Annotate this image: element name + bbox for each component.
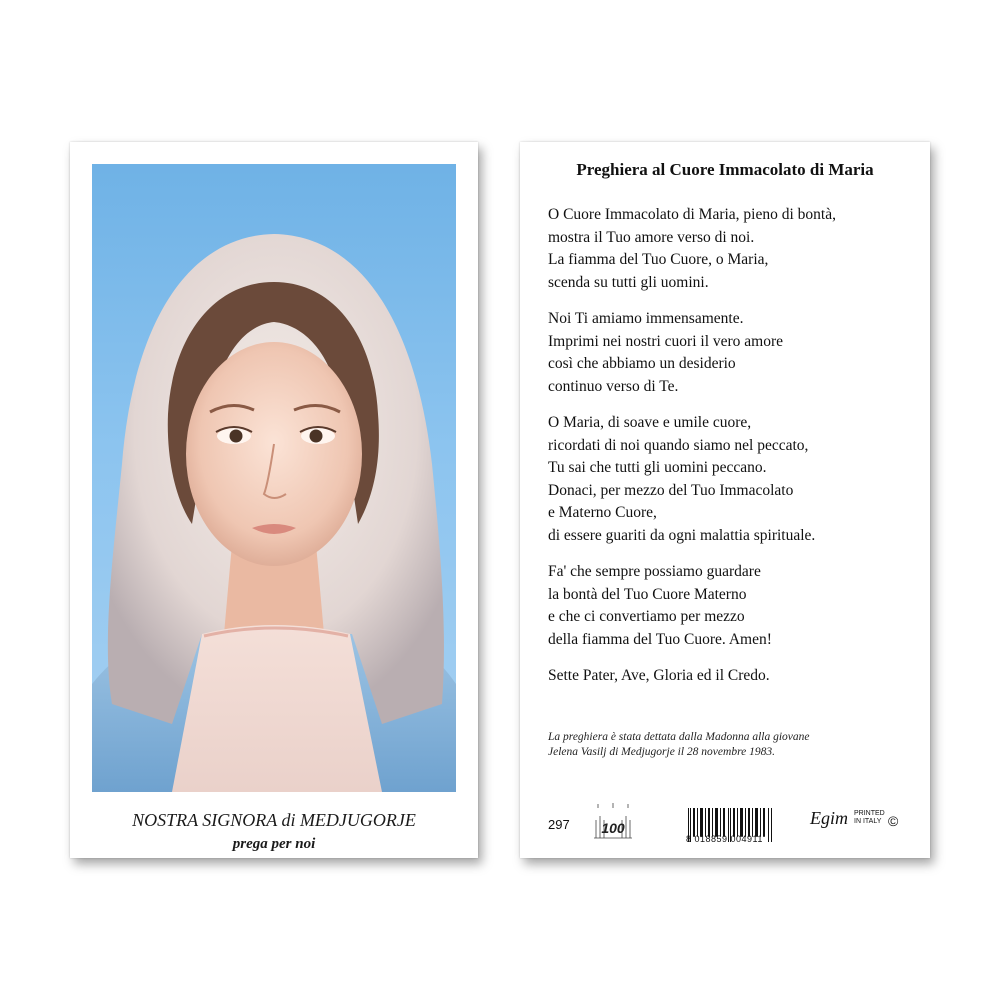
printed-line: IN ITALY bbox=[854, 818, 882, 825]
prayer-line: la bontà del Tuo Cuore Materno bbox=[548, 585, 747, 603]
prayer-line: e Materno Cuore, bbox=[548, 504, 657, 521]
holy-card-back bbox=[520, 142, 930, 858]
barcode-number: 8 018859 004911 bbox=[686, 834, 763, 844]
prayer-line: Noi Ti amiamo immensamente. bbox=[548, 310, 744, 327]
prayer-line: di essere guariti da ogni malattia spirituale. bbox=[548, 526, 816, 544]
anniversary-logo-text: 100 bbox=[601, 820, 625, 836]
card-caption: NOSTRA SIGNORA di MEDJUGORJE bbox=[132, 810, 416, 830]
prayer-line: Imprimi nei nostri cuori il vero amore bbox=[548, 332, 784, 350]
prayer-line: mostra il Tuo amore verso di noi. bbox=[548, 228, 755, 246]
prayer-line: O Maria, di soave e umile cuore, bbox=[548, 414, 752, 431]
prayer-line: così che abbiamo un desiderio bbox=[548, 355, 736, 372]
madonna-portrait-image bbox=[92, 164, 456, 792]
publisher-logo: Egim bbox=[810, 808, 848, 828]
prayer-line: Fa' che sempre possiamo guardare bbox=[548, 563, 761, 580]
prayer-line: continuo verso di Te. bbox=[548, 377, 679, 395]
item-number: 297 bbox=[548, 817, 570, 832]
printed-in-italy bbox=[854, 810, 885, 826]
holy-card-front bbox=[70, 142, 478, 858]
anniversary-logo bbox=[592, 802, 634, 840]
prayer-line: ricordati di noi quando siamo nel peccato, bbox=[548, 436, 809, 454]
footnote-line: Jelena Vasilj di Medjugorje il 28 novembre 1983. bbox=[548, 746, 775, 758]
prayer-line: della fiamma del Tuo Cuore. Amen! bbox=[548, 630, 772, 648]
stanza bbox=[548, 665, 918, 688]
prayer-line: Donaci, per mezzo del Tuo Immacolato bbox=[548, 481, 794, 499]
prayer-title: Preghiera al Cuore Immacolato di Maria bbox=[576, 160, 874, 179]
prayer-footnote bbox=[548, 730, 918, 760]
stanza bbox=[548, 561, 918, 651]
printed-line: PRINTED bbox=[854, 810, 885, 817]
stanza bbox=[548, 308, 918, 398]
stanza bbox=[548, 412, 918, 547]
card-subcaption: prega per noi bbox=[232, 836, 316, 852]
copyright-icon: © bbox=[888, 813, 899, 829]
prayer-line: O Cuore Immacolato di Maria, pieno di bontà, bbox=[548, 206, 836, 223]
prayer-line: e che ci convertiamo per mezzo bbox=[548, 608, 745, 625]
prayer-text bbox=[548, 204, 918, 702]
prayer-line: Sette Pater, Ave, Gloria ed il Credo. bbox=[548, 667, 770, 684]
prayer-line: scenda su tutti gli uomini. bbox=[548, 273, 709, 291]
stanza bbox=[548, 204, 918, 294]
footnote-line: La preghiera è stata dettata dalla Madonna alla giovane bbox=[548, 731, 810, 743]
prayer-line: La fiamma del Tuo Cuore, o Maria, bbox=[548, 251, 769, 268]
prayer-line: Tu sai che tutti gli uomini peccano. bbox=[548, 459, 767, 476]
